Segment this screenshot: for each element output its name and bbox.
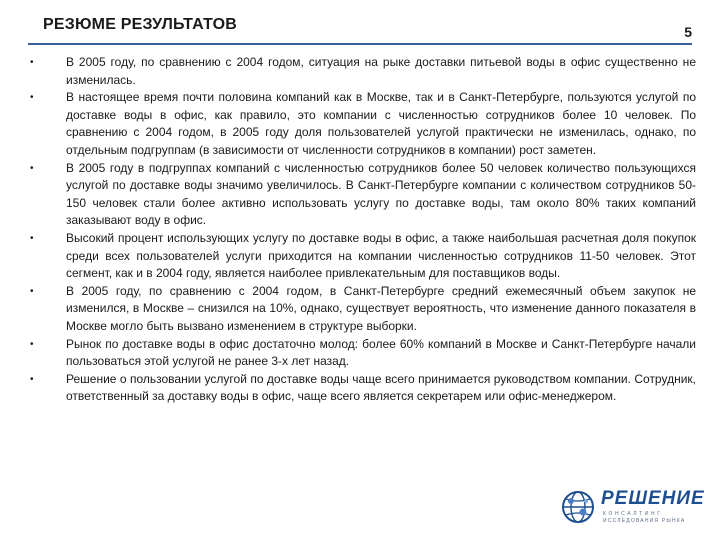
company-logo xyxy=(561,488,706,528)
bullet-icon: • xyxy=(30,57,34,68)
bullet-text: Высокий процент использующих услугу по доставке воды в офис, а также наибольшая расчетная доля покупок среди всех пользователей услуги приходится на компании численностью сотрудников 11-50 человек. Этот сегмент, как и в 2004 году, является наиболее привлекательным для поставщиков воды. xyxy=(66,230,696,281)
bullet-text: В 2005 году в подгруппах компаний с численностью сотрудников более 50 человек количество пользующихся услугой по доставке воды значимо увеличилось. В Санкт-Петербурге компании с количеством сотрудников 50-150 человек стали более активно использовать услугу по доставке воды, там около 80% таких компаний заказывают воду в офис. xyxy=(66,160,696,228)
bullet-item xyxy=(30,336,696,371)
logo-subtitle: КОНСАЛТИНГ xyxy=(603,511,663,517)
globe-logo-icon xyxy=(561,490,595,524)
bullet-text: В 2005 году, по сравнению с 2004 годом, в Санкт-Петербурге средний ежемесячный объем закупок не изменился, в Москве – снизился на 10%, однако, существует вероятность, что изменение данного показателя в Москве могло быть вызвано изменением в структуре выборки. xyxy=(66,283,696,333)
page-number: 5 xyxy=(684,24,692,40)
page-title: РЕЗЮМЕ РЕЗУЛЬТАТОВ xyxy=(43,16,238,33)
header-divider xyxy=(28,43,692,45)
bullet-icon: • xyxy=(30,232,34,244)
bullet-item xyxy=(30,230,696,283)
bullet-text: В 2005 году, по сравнению с 2004 годом, ситуация на рыке доставки питьевой воды в офис существенно не изменилась. xyxy=(66,55,696,87)
summary-bullet-list xyxy=(30,54,696,406)
bullet-icon: • xyxy=(30,338,34,350)
bullet-item xyxy=(30,160,696,230)
bullet-icon: • xyxy=(30,373,34,385)
bullet-icon: • xyxy=(30,285,34,297)
bullet-text: В настоящее время почти половина компаний как в Москве, так и в Санкт-Петербурге, пользуются услугой по доставке воды в офис, как правило, это компании с численностью сотрудников более 10 человек. По сравнению с 2004 годом, в 2005 году доля пользователей услугой практически не изменилась, однако, по отдельным подгруппам (в зависимости от численности сотрудников в компании) рост заметен. xyxy=(66,90,696,157)
bullet-icon: • xyxy=(30,162,34,174)
bullet-item xyxy=(30,89,696,159)
logo-name: РЕШЕНИЕ xyxy=(601,488,705,509)
logo-subtitle: ИССЛЕДОВАНИЯ РЫНКА xyxy=(603,518,686,524)
bullet-item xyxy=(30,283,696,336)
bullet-text: Решение о пользовании услугой по доставке воды чаще всего принимается руководством компании. Сотрудник, ответственный за доставку воды в офис, чаще всего является секретарем или офис-менеджером. xyxy=(66,371,696,404)
bullet-text: Рынок по доставке воды в офис достаточно молод: более 60% компаний в Москве и Санкт-Петербурге начали пользоваться этой услугой не ранее 3-х лет назад. xyxy=(66,336,696,369)
bullet-item xyxy=(30,371,696,406)
bullet-item xyxy=(30,54,696,89)
bullet-icon: • xyxy=(30,92,34,104)
